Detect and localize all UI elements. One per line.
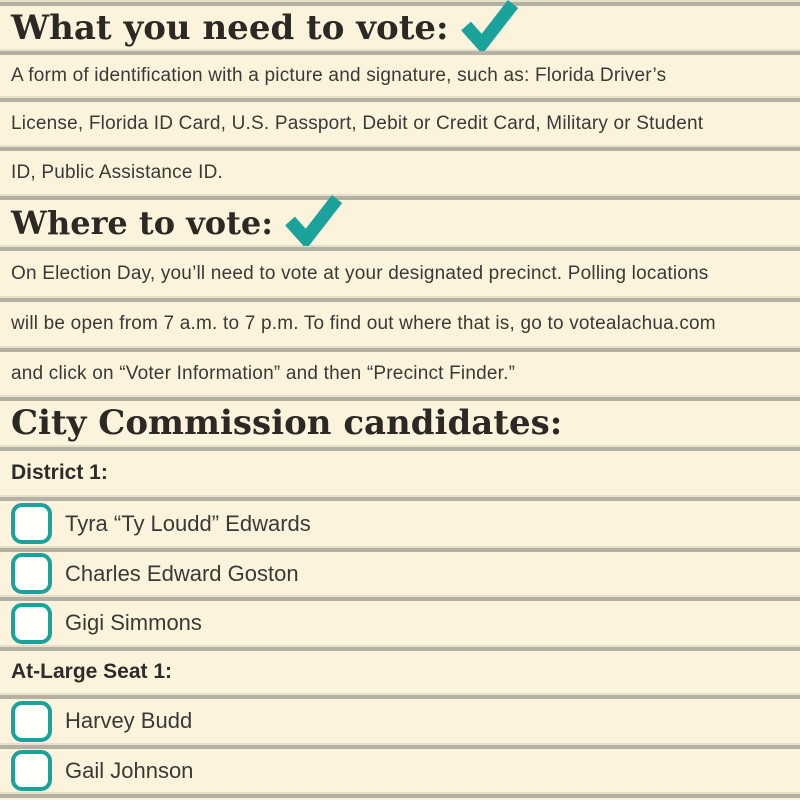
candidate-name: Gigi Simmons <box>65 610 202 635</box>
candidate-name: Gail Johnson <box>65 757 194 783</box>
need-to-vote-line-1: A form of identification with a picture and signature, such as: Florida Driver’s <box>11 64 667 86</box>
group-label-district-1: District 1: <box>11 461 108 484</box>
group-label-row <box>0 651 800 692</box>
candidate-checkbox-harvey-budd[interactable] <box>11 701 52 742</box>
need-to-vote-line-3: ID, Public Assistance ID. <box>11 161 223 183</box>
candidate-name: Tyra “Ty Loudd” Edwards <box>65 510 311 536</box>
section-header-candidates <box>0 401 800 445</box>
where-to-vote-line-1: On Election Day, you’ll need to vote at your designated precinct. Polling locations <box>11 262 709 284</box>
candidate-row <box>0 699 800 743</box>
body-line <box>0 302 800 346</box>
body-line <box>0 151 800 194</box>
candidate-name: Harvey Budd <box>65 708 193 733</box>
heading-what-you-need-to-vote: What you need to vote: <box>11 7 449 48</box>
section-header-where-to-vote <box>0 200 800 245</box>
group-label-at-large-seat-1: At-Large Seat 1: <box>11 659 173 683</box>
where-to-vote-line-3: and click on “Voter Information” and then “Precinct Finder.” <box>11 362 516 384</box>
section-header-need-to-vote <box>0 6 800 49</box>
need-to-vote-line-2: License, Florida ID Card, U.S. Passport, Debit or Credit Card, Military or Student <box>11 112 704 134</box>
checkmark-icon <box>459 0 519 51</box>
group-label-row <box>0 451 800 495</box>
candidate-checkbox-tyra-edwards[interactable] <box>11 503 52 544</box>
candidate-row <box>0 501 800 546</box>
ruled-line <box>0 792 800 798</box>
candidate-checkbox-charles-goston[interactable] <box>11 553 52 594</box>
body-line <box>0 55 800 96</box>
heading-where-to-vote: Where to vote: <box>11 203 274 242</box>
candidate-row <box>0 749 800 792</box>
heading-city-commission-candidates: City Commission candidates: <box>11 403 563 443</box>
checkmark-icon <box>283 192 343 246</box>
candidate-name: Charles Edward Goston <box>65 560 299 586</box>
where-to-vote-line-2: will be open from 7 a.m. to 7 p.m. To find out where that is, go to votealachua.com <box>11 313 716 334</box>
body-line <box>0 352 800 395</box>
candidate-checkbox-gail-johnson[interactable] <box>11 750 52 791</box>
body-line <box>0 102 800 145</box>
candidate-row <box>0 552 800 595</box>
candidate-checkbox-gigi-simmons[interactable] <box>11 603 52 644</box>
body-line <box>0 251 800 296</box>
candidate-row <box>0 601 800 645</box>
